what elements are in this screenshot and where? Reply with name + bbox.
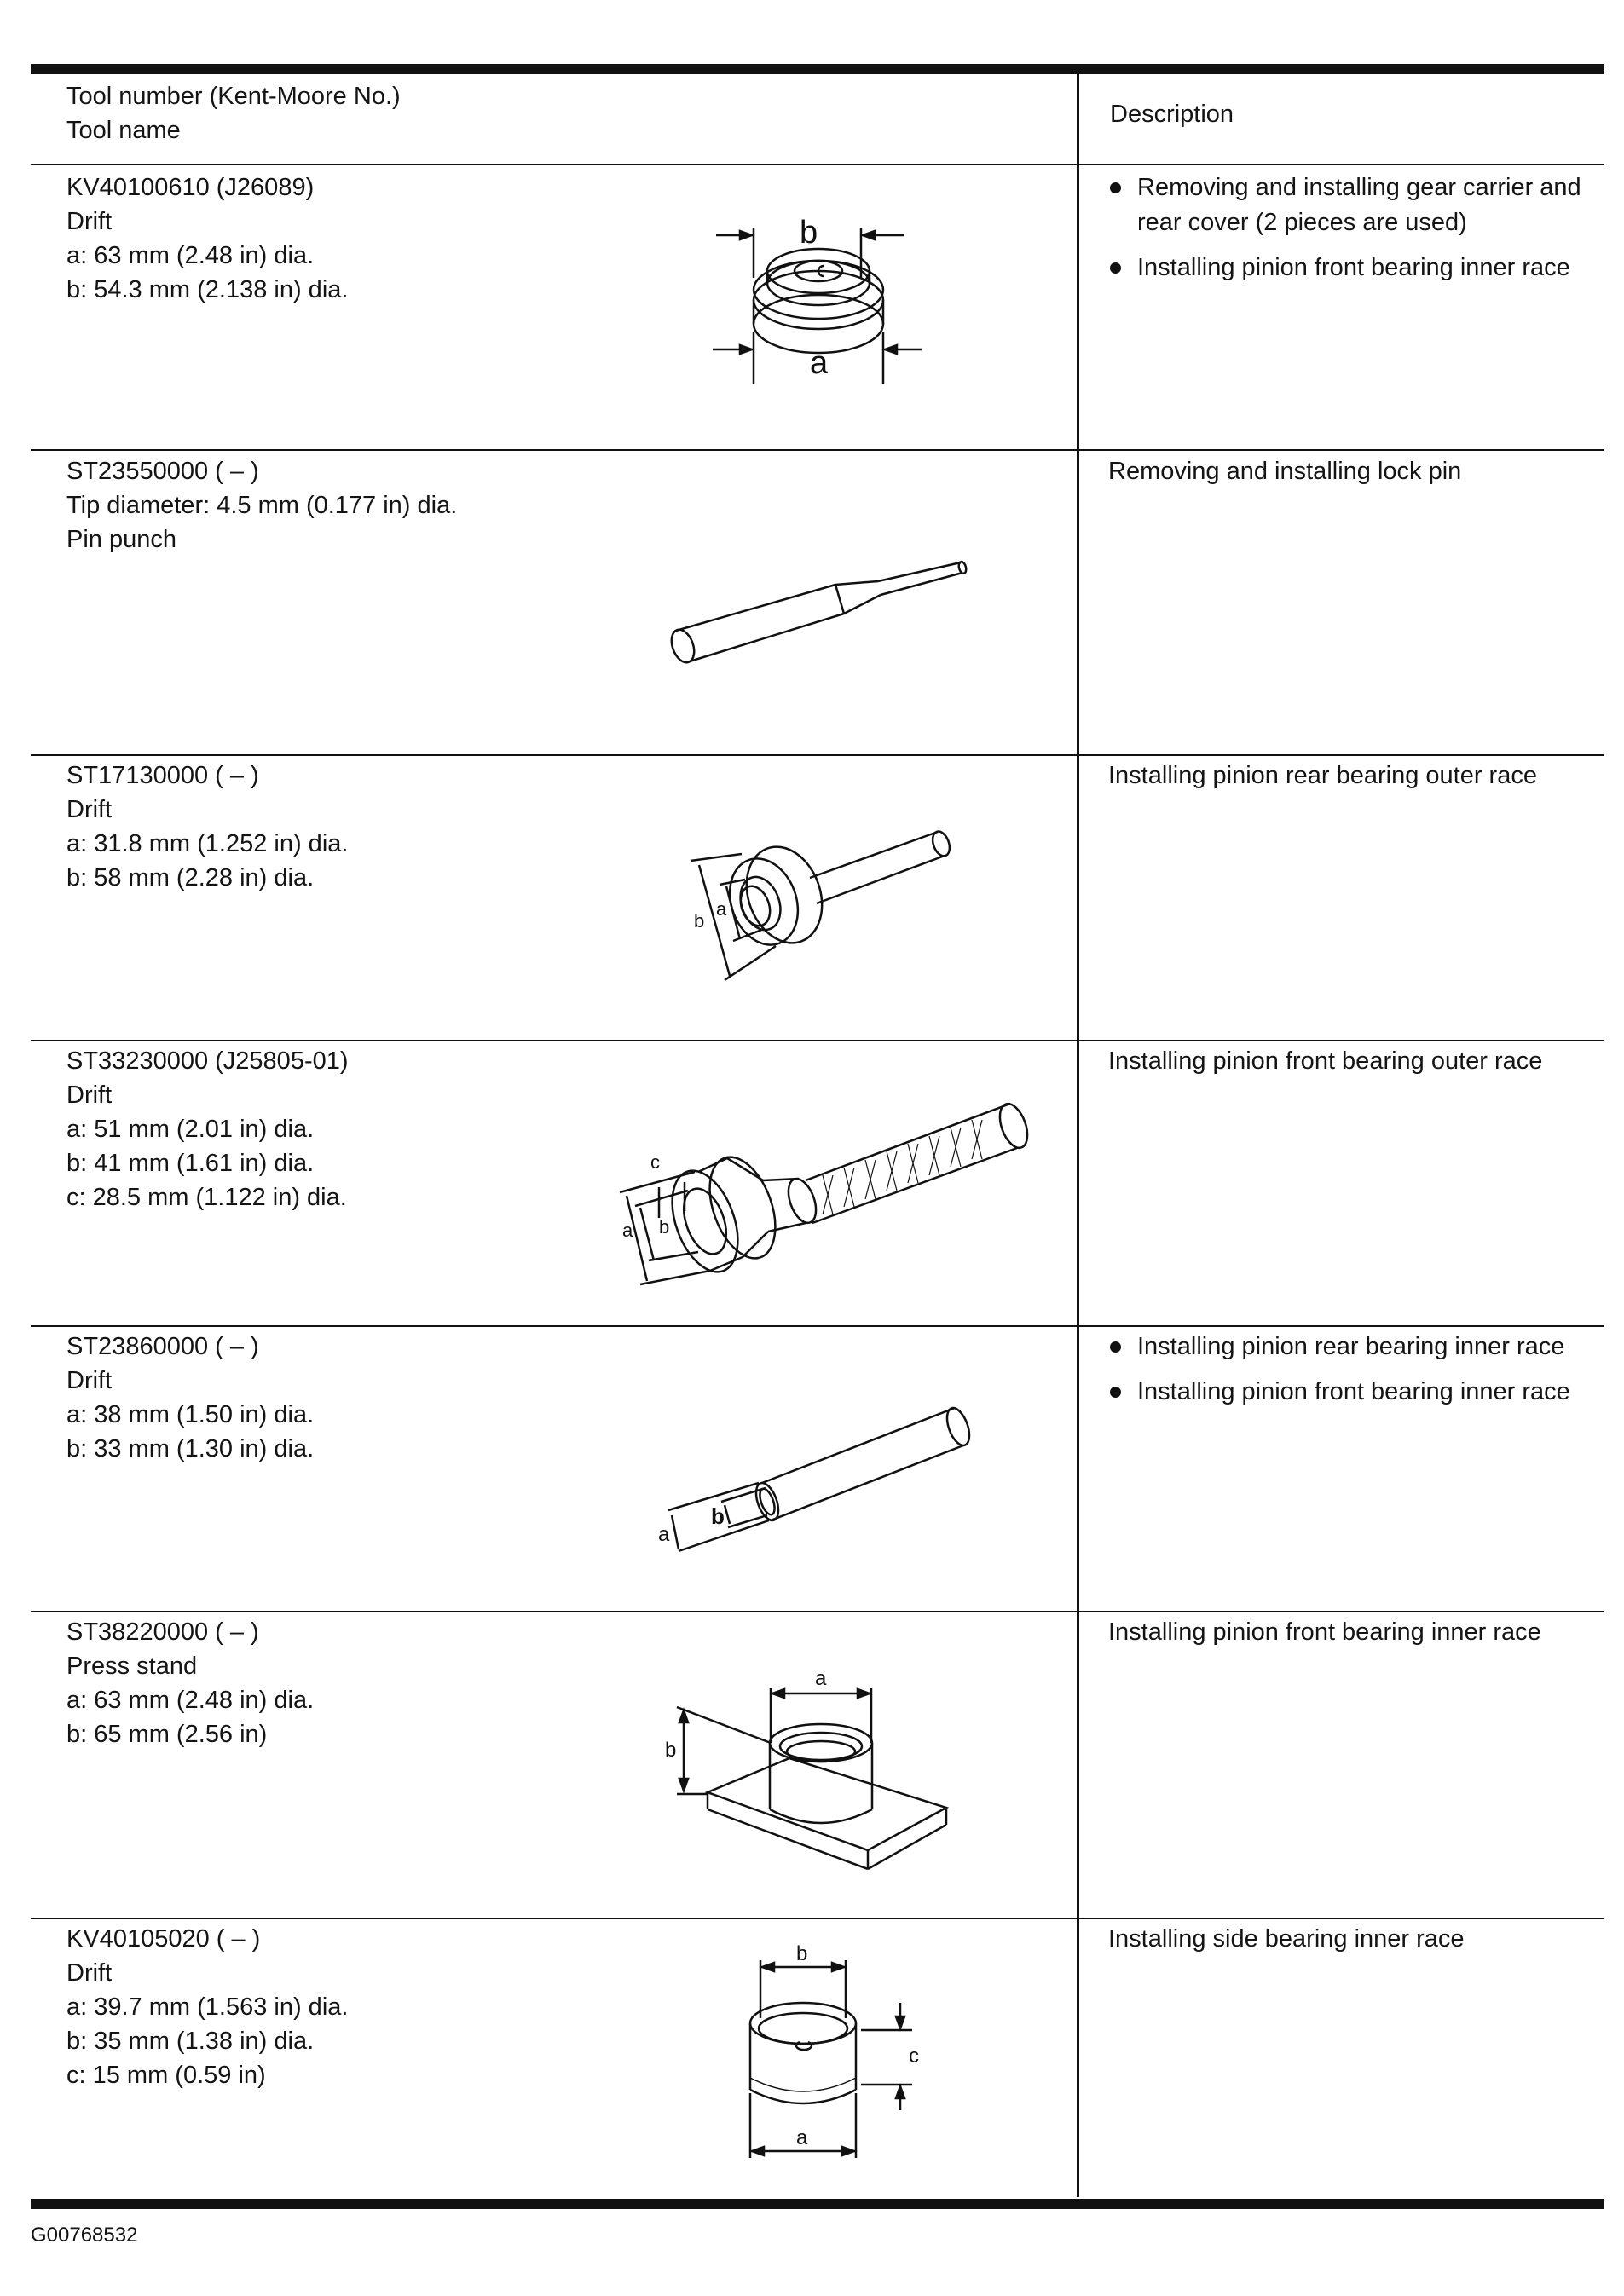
tool-spec: b: 54.3 mm (2.138 in) dia. <box>66 276 349 303</box>
drift-illustration <box>682 818 955 989</box>
drift-illustration <box>699 205 929 392</box>
tool-number: ST23550000 ( – ) <box>66 458 259 485</box>
header-tool-number <box>66 79 401 147</box>
description-item: Installing pinion front bearing inner race <box>1108 251 1586 286</box>
tool-spec: a: 63 mm (2.48 in) dia. <box>66 242 315 269</box>
tool-number: ST17130000 ( – ) <box>66 762 259 789</box>
tool-spec: a: 63 mm (2.48 in) dia. <box>66 1687 315 1714</box>
tool-number: ST38220000 ( – ) <box>66 1618 259 1646</box>
row-divider <box>31 1325 1604 1327</box>
dim-label-a: a <box>815 1667 827 1690</box>
dim-label-b: b <box>711 1503 725 1529</box>
drift-illustration <box>742 1935 938 2165</box>
dim-label-a: a <box>658 1523 670 1546</box>
tool-number: ST33230000 (J25805-01) <box>66 1047 349 1075</box>
tool-spec: b: 65 mm (2.56 in) <box>66 1721 268 1748</box>
tool-spec: Drift <box>66 796 113 823</box>
header-description: Description <box>1110 101 1234 128</box>
tool-spec-block <box>66 1922 348 2092</box>
tool-number: KV40100610 (J26089) <box>66 174 315 201</box>
table-top-rule <box>31 64 1604 74</box>
tool-spec-block <box>66 170 348 307</box>
tool-spec: b: 58 mm (2.28 in) dia. <box>66 864 315 891</box>
press-stand-illustration <box>665 1658 955 1896</box>
description-item: Installing pinion rear bearing inner race <box>1108 1330 1586 1364</box>
tool-spec: Drift <box>66 1959 113 1987</box>
tool-number: ST23860000 ( – ) <box>66 1333 259 1360</box>
description-item: Removing and installing gear carrier and rear cover (2 pieces are used) <box>1108 170 1586 240</box>
description-item: Installing pinion front bearing inner race <box>1108 1375 1586 1410</box>
dim-label-b: b <box>659 1216 670 1237</box>
dim-label-a: a <box>810 345 829 381</box>
tool-spec: b: 35 mm (1.38 in) dia. <box>66 2028 315 2055</box>
tool-spec: a: 51 mm (2.01 in) dia. <box>66 1116 315 1143</box>
header-col1-line2: Tool name <box>66 117 181 144</box>
description-text: Installing side bearing inner race <box>1108 1925 1465 1953</box>
tool-number: KV40105020 ( – ) <box>66 1925 261 1953</box>
tool-spec: Drift <box>66 208 113 235</box>
figure-code: G00768532 <box>31 2224 138 2247</box>
dim-label-b: b <box>665 1739 677 1762</box>
description-text: Installing pinion front bearing inner race <box>1108 1618 1541 1646</box>
tool-spec: Drift <box>66 1082 113 1109</box>
dim-label-b: b <box>800 215 818 251</box>
header-col1-line1: Tool number (Kent-Moore No.) <box>66 83 401 110</box>
dim-label-a: a <box>796 2126 808 2149</box>
tool-spec: b: 33 mm (1.30 in) dia. <box>66 1435 315 1462</box>
dim-label-a: a <box>716 898 727 920</box>
tool-spec: c: 15 mm (0.59 in) <box>66 2062 266 2089</box>
tool-spec: b: 41 mm (1.61 in) dia. <box>66 1150 315 1177</box>
tool-spec-block <box>66 1330 314 1466</box>
tool-spec: Drift <box>66 1367 113 1394</box>
tool-spec: a: 38 mm (1.50 in) dia. <box>66 1401 315 1428</box>
tool-spec-block <box>66 1044 349 1214</box>
description-text: Installing pinion rear bearing outer race <box>1108 762 1537 789</box>
dim-label-b: b <box>694 910 705 932</box>
drift-illustration <box>610 1087 1036 1300</box>
description-text: Removing and installing lock pin <box>1108 458 1462 485</box>
dim-label-b: b <box>796 1942 808 1965</box>
dim-label-a: a <box>622 1220 633 1241</box>
tool-spec: a: 39.7 mm (1.563 in) dia. <box>66 1993 349 2021</box>
tool-spec: Pin punch <box>66 526 176 553</box>
tool-spec-block <box>66 1615 314 1751</box>
row-divider <box>31 1611 1604 1612</box>
description-list <box>1108 1330 1586 1420</box>
tool-spec-block <box>66 454 457 557</box>
row-divider <box>31 754 1604 756</box>
tool-spec: Tip diameter: 4.5 mm (0.177 in) dia. <box>66 492 458 519</box>
description-list <box>1108 170 1586 296</box>
dim-label-c: c <box>650 1151 660 1173</box>
table-bottom-rule <box>31 2199 1604 2209</box>
row-divider <box>31 449 1604 451</box>
drift-illustration <box>656 1398 980 1568</box>
tool-spec: a: 31.8 mm (1.252 in) dia. <box>66 830 349 857</box>
header-bottom-rule <box>31 164 1604 165</box>
tool-spec: c: 28.5 mm (1.122 in) dia. <box>66 1184 347 1211</box>
pin-punch-illustration <box>661 554 985 673</box>
description-text: Installing pinion front bearing outer race <box>1108 1047 1543 1075</box>
row-divider <box>31 1040 1604 1041</box>
column-divider <box>1077 71 1079 2197</box>
tool-spec: Press stand <box>66 1653 198 1680</box>
tool-spec-block <box>66 759 348 895</box>
dim-label-c: c <box>909 2045 919 2068</box>
row-divider <box>31 1918 1604 1919</box>
